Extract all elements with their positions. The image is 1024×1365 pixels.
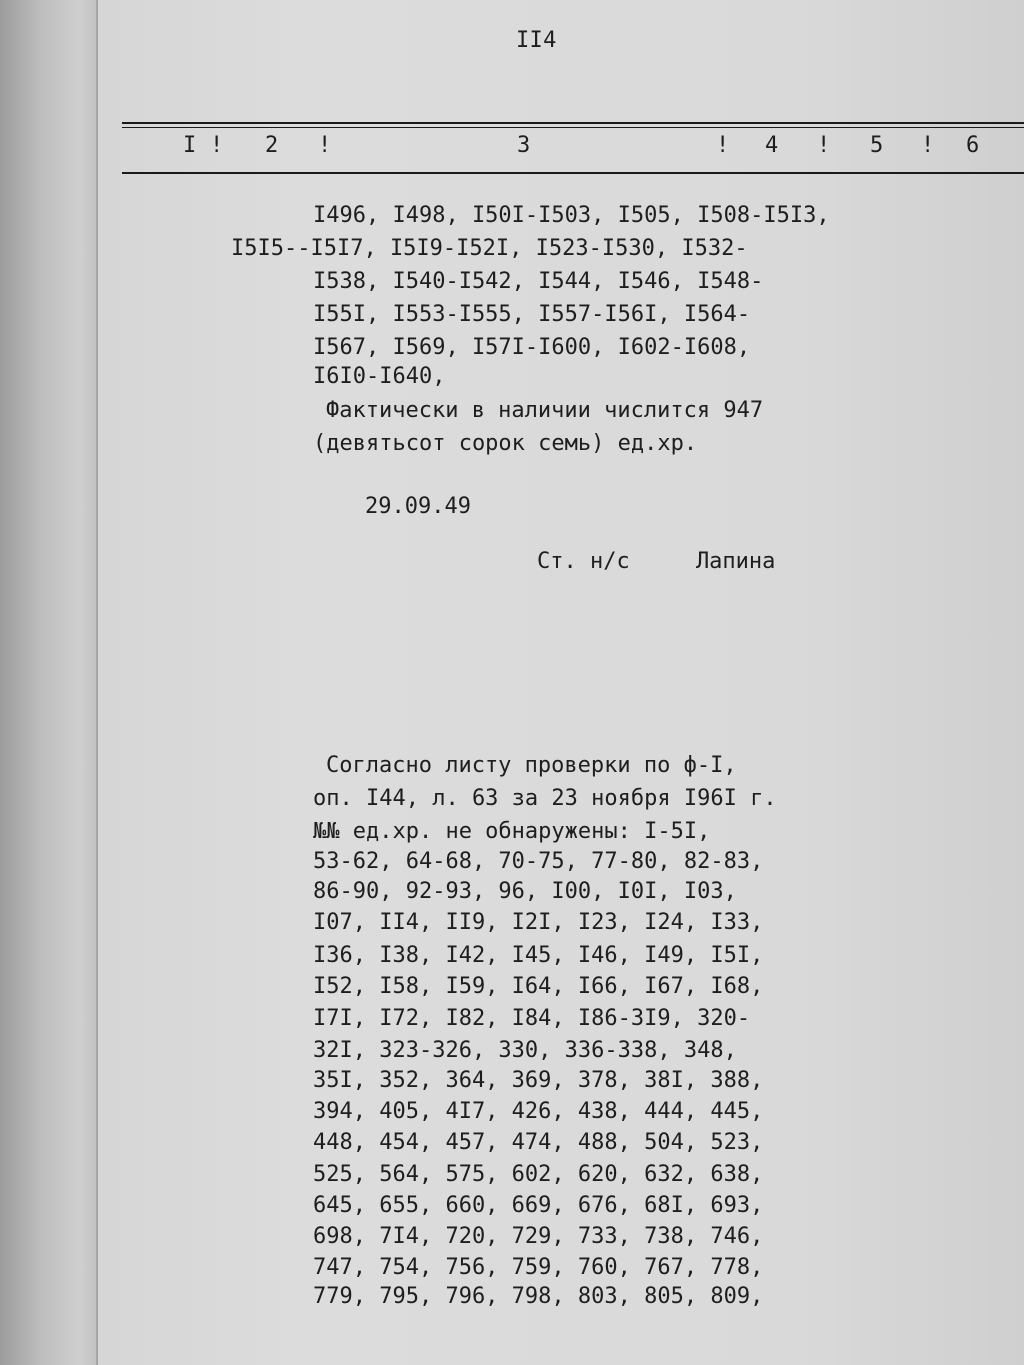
text-line: I07, II4, II9, I2I, I23, I24, I33, bbox=[313, 910, 764, 935]
column-separator: ! bbox=[210, 133, 224, 158]
text-line: 448, 454, 457, 474, 488, 504, 523, bbox=[313, 1130, 764, 1155]
text-line: 645, 655, 660, 669, 676, 68I, 693, bbox=[313, 1193, 764, 1218]
text-line: 747, 754, 756, 759, 760, 767, 778, bbox=[313, 1255, 764, 1280]
text-line: 53-62, 64-68, 70-75, 77-80, 82-83, bbox=[313, 849, 764, 874]
column-separator: ! bbox=[921, 133, 935, 158]
text-line: 86-90, 92-93, 96, I00, I0I, I03, bbox=[313, 879, 737, 904]
header-rule-top bbox=[122, 122, 1024, 124]
page-number: II4 bbox=[516, 28, 557, 53]
header-rule-top-inner bbox=[122, 127, 1024, 128]
book-spine bbox=[0, 0, 98, 1365]
text-line: I36, I38, I42, I45, I46, I49, I5I, bbox=[313, 943, 764, 968]
text-line: 525, 564, 575, 602, 620, 632, 638, bbox=[313, 1162, 764, 1187]
text-line: Фактически в наличии числится 947 bbox=[326, 398, 764, 423]
column-header-5: 5 bbox=[870, 133, 884, 158]
column-header-3: 3 bbox=[517, 133, 531, 158]
text-line: I55I, I553-I555, I557-I56I, I564- bbox=[313, 302, 751, 327]
column-separator: ! bbox=[318, 133, 332, 158]
text-line: №№ ед.хр. не обнаружены: I-5I, bbox=[313, 819, 711, 844]
text-line: 35I, 352, 364, 369, 378, 38I, 388, bbox=[313, 1068, 764, 1093]
text-line: оп. I44, л. 63 за 23 ноября I96I г. bbox=[313, 786, 777, 811]
text-line: (девятьсот сорок семь) ед.хр. bbox=[313, 431, 698, 456]
text-line: I538, I540-I542, I544, I546, I548- bbox=[313, 269, 764, 294]
header-rule-bottom bbox=[122, 172, 1024, 174]
text-line: I6I0-I640, bbox=[313, 364, 446, 389]
text-line: I496, I498, I50I-I503, I505, I508-I5I3, bbox=[313, 203, 830, 228]
signature-line: Ст. н/с Лапина bbox=[537, 549, 776, 574]
column-separator: ! bbox=[817, 133, 831, 158]
column-header-6: 6 bbox=[966, 133, 980, 158]
text-line: I7I, I72, I82, I84, I86-3I9, 320- bbox=[313, 1006, 751, 1031]
text-line: 394, 405, 4I7, 426, 438, 444, 445, bbox=[313, 1099, 764, 1124]
text-line: I5I5--I5I7, I5I9-I52I, I523-I530, I532- bbox=[231, 236, 748, 261]
text-line: Согласно листу проверки по ф-I, bbox=[326, 753, 737, 778]
column-header-1: I bbox=[183, 133, 197, 158]
column-header-4: 4 bbox=[765, 133, 779, 158]
column-separator: ! bbox=[716, 133, 730, 158]
text-line: 698, 7I4, 720, 729, 733, 738, 746, bbox=[313, 1224, 764, 1249]
text-line: 779, 795, 796, 798, 803, 805, 809, bbox=[313, 1284, 764, 1309]
text-line: I567, I569, I57I-I600, I602-I608, bbox=[313, 335, 751, 360]
column-header-2: 2 bbox=[265, 133, 279, 158]
text-line: I52, I58, I59, I64, I66, I67, I68, bbox=[313, 974, 764, 999]
date-line: 29.09.49 bbox=[365, 494, 471, 519]
text-line: 32I, 323-326, 330, 336-338, 348, bbox=[313, 1038, 737, 1063]
